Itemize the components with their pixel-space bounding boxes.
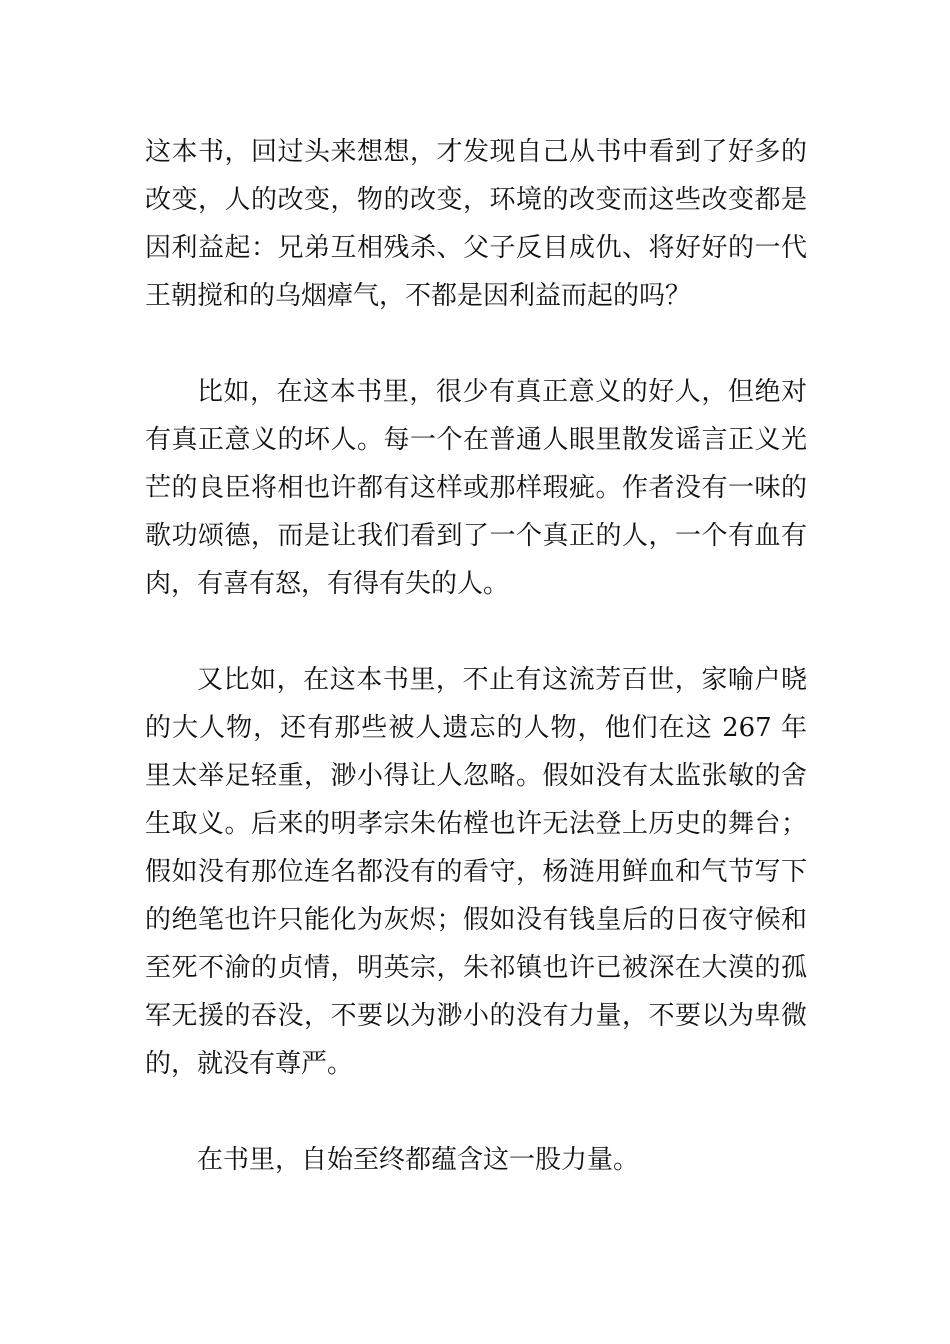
paragraph-gap (145, 320, 807, 368)
paragraph-1: 这本书，回过头来想想，才发现自己从书中看到了好多的改变，人的改变，物的改变，环境的改变而这些改变都是因利益起：兄弟互相残杀、父子反目成仇、将好好的一代王朝搅和的乌烟瘴气，不都是因利益而起的吗？ (145, 137, 807, 311)
paragraph-gap (145, 608, 807, 656)
paragraph-4: 在书里，自始至终都蕴含这一股力量。 (197, 1145, 640, 1175)
document-body (145, 128, 807, 1184)
paragraph-2: 比如，在这本书里，很少有真正意义的好人，但绝对有真正意义的坏人。每一个在普通人眼里散发谣言正义光芒的良臣将相也许都有这样或那样瑕疵。作者没有一味的歌功颂德，而是让我们看到了一个真正的人，一个有血有肉，有喜有怒，有得有失的人。 (145, 377, 807, 599)
paragraph-gap (145, 1088, 807, 1136)
paragraph-3: 又比如，在这本书里，不止有这流芳百世，家喻户晓的大人物，还有那些被人遗忘的人物，他们在这 267 年里太举足轻重，渺小得让人忽略。假如没有太监张敏的舍生取义。后来的明孝宗朱佑樘也许无法登上历史的舞台；假如没有那位连名都没有的看守，杨涟用鲜血和气节写下的绝笔也许只能化为灰烬；假如没有钱皇后的日夜守候和至死不渝的贞情，明英宗，朱祁镇也许已被深在大漠的孤军无援的吞没，不要以为渺小的没有力量，不要以为卑微的，就没有尊严。 (145, 665, 807, 1079)
